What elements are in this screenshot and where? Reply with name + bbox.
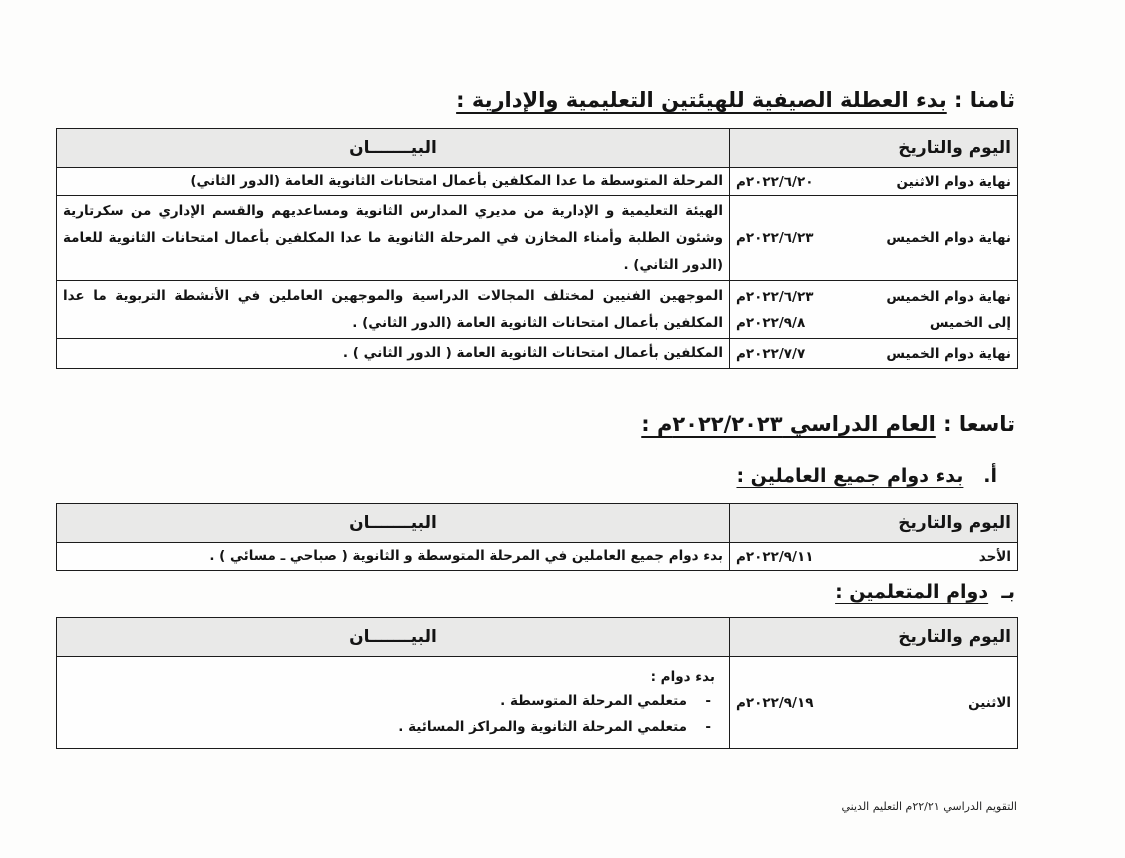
- date-value: ٢٠٢٢/٦/٢٣م: [736, 288, 814, 305]
- staff-start-table: [56, 503, 1018, 571]
- table-row: [57, 543, 1018, 571]
- date-cell: [730, 196, 1018, 281]
- day-label: نهاية دوام الخميس: [886, 288, 1011, 305]
- section-8-title: بدء العطلة الصيفية للهيئتين التعليمية والإدارية :: [456, 88, 947, 112]
- part-a-label: أ.: [983, 465, 997, 487]
- description-cell: المرحلة المتوسطة ما عدا المكلفين بأعمال امتحانات الثانوية العامة (الدور الثاني): [57, 168, 730, 196]
- part-b-label: بـ: [1001, 581, 1015, 603]
- description-column-header: البيـــــــان: [57, 618, 730, 657]
- part-a-title: بدء دوام جميع العاملين :: [736, 465, 964, 487]
- part-b-heading: [835, 578, 1015, 606]
- list-item: - متعلمي المرحلة الثانوية والمراكز المسائية .: [63, 714, 687, 740]
- section-8-heading: [456, 86, 1015, 114]
- section-9-heading: [641, 410, 1015, 438]
- description-cell: الموجهين الفنيين لمختلف المجالات الدراسية والموجهين العاملين في الأنشطة التربوية ما عدا المكلفين بأعمال امتحانات الثانوية العامة (الدور الثاني) .: [57, 281, 730, 339]
- table-row: [57, 281, 1018, 339]
- date-cell: [730, 281, 1018, 339]
- date-cell: [730, 168, 1018, 196]
- date-column-header: اليوم والتاريخ: [730, 618, 1018, 657]
- date-value: ٢٠٢٢/٩/٨م: [736, 314, 806, 331]
- date-value: ٢٠٢٢/٩/١١م: [736, 548, 814, 565]
- table-row: [57, 339, 1018, 369]
- description-column-header: البيـــــــان: [57, 129, 730, 168]
- description-cell: [57, 657, 730, 749]
- students-list: [63, 688, 715, 740]
- students-intro: بدء دوام :: [650, 668, 715, 685]
- day-label: نهاية دوام الاثنين: [896, 173, 1011, 190]
- day-label: الاثنين: [968, 694, 1011, 711]
- description-column-header: البيـــــــان: [57, 504, 730, 543]
- date-column-header: اليوم والتاريخ: [730, 129, 1018, 168]
- section-9-title: العام الدراسي ٢٠٢٢/٢٠٢٣م :: [641, 412, 936, 436]
- table-row: [57, 168, 1018, 196]
- date-value: ٢٠٢٢/٦/٢٣م: [736, 230, 814, 246]
- description-cell: المكلفين بأعمال امتحانات الثانوية العامة ( الدور الثاني ) .: [57, 339, 730, 369]
- section-9-number: تاسعا :: [943, 412, 1015, 436]
- list-item: - متعلمي المرحلة المتوسطة .: [63, 688, 687, 714]
- date-cell: [730, 339, 1018, 369]
- day-label: الأحد: [978, 548, 1011, 565]
- students-start-table: [56, 617, 1018, 749]
- day-label: إلى الخميس: [929, 314, 1011, 331]
- table-row: [57, 657, 1018, 749]
- part-b-title: دوام المتعلمين :: [835, 581, 989, 603]
- date-cell: [730, 543, 1018, 571]
- summer-holiday-table: [56, 128, 1018, 369]
- section-8-number: ثامنا :: [954, 88, 1015, 112]
- date-value: ٢٠٢٢/٩/١٩م: [736, 694, 814, 711]
- description-cell: بدء دوام جميع العاملين في المرحلة المتوسطة و الثانوية ( صباحي ـ مسائي ) .: [57, 543, 730, 571]
- date-value: ٢٠٢٢/٦/٢٠م: [736, 173, 814, 190]
- description-cell: الهيئة التعليمية و الإدارية من مديري المدارس الثانوية ومساعديهم والقسم الإداري من سكرتارية وشئون الطلبة وأمناء المخازن في المرحلة الثانوية ما عدا المكلفين بأعمال امتحانات الثانوية للعامة (الدور الثاني) .: [57, 196, 730, 281]
- date-column-header: اليوم والتاريخ: [730, 504, 1018, 543]
- date-cell: [730, 657, 1018, 749]
- date-value: ٢٠٢٢/٧/٧م: [736, 345, 806, 362]
- table-row: [57, 196, 1018, 281]
- page-footer: التقويم الدراسي ٢٢/٢١م التعليم الديني: [841, 800, 1017, 813]
- day-label: نهاية دوام الخميس: [886, 230, 1011, 246]
- part-a-heading: [736, 462, 997, 490]
- day-label: نهاية دوام الخميس: [886, 345, 1011, 362]
